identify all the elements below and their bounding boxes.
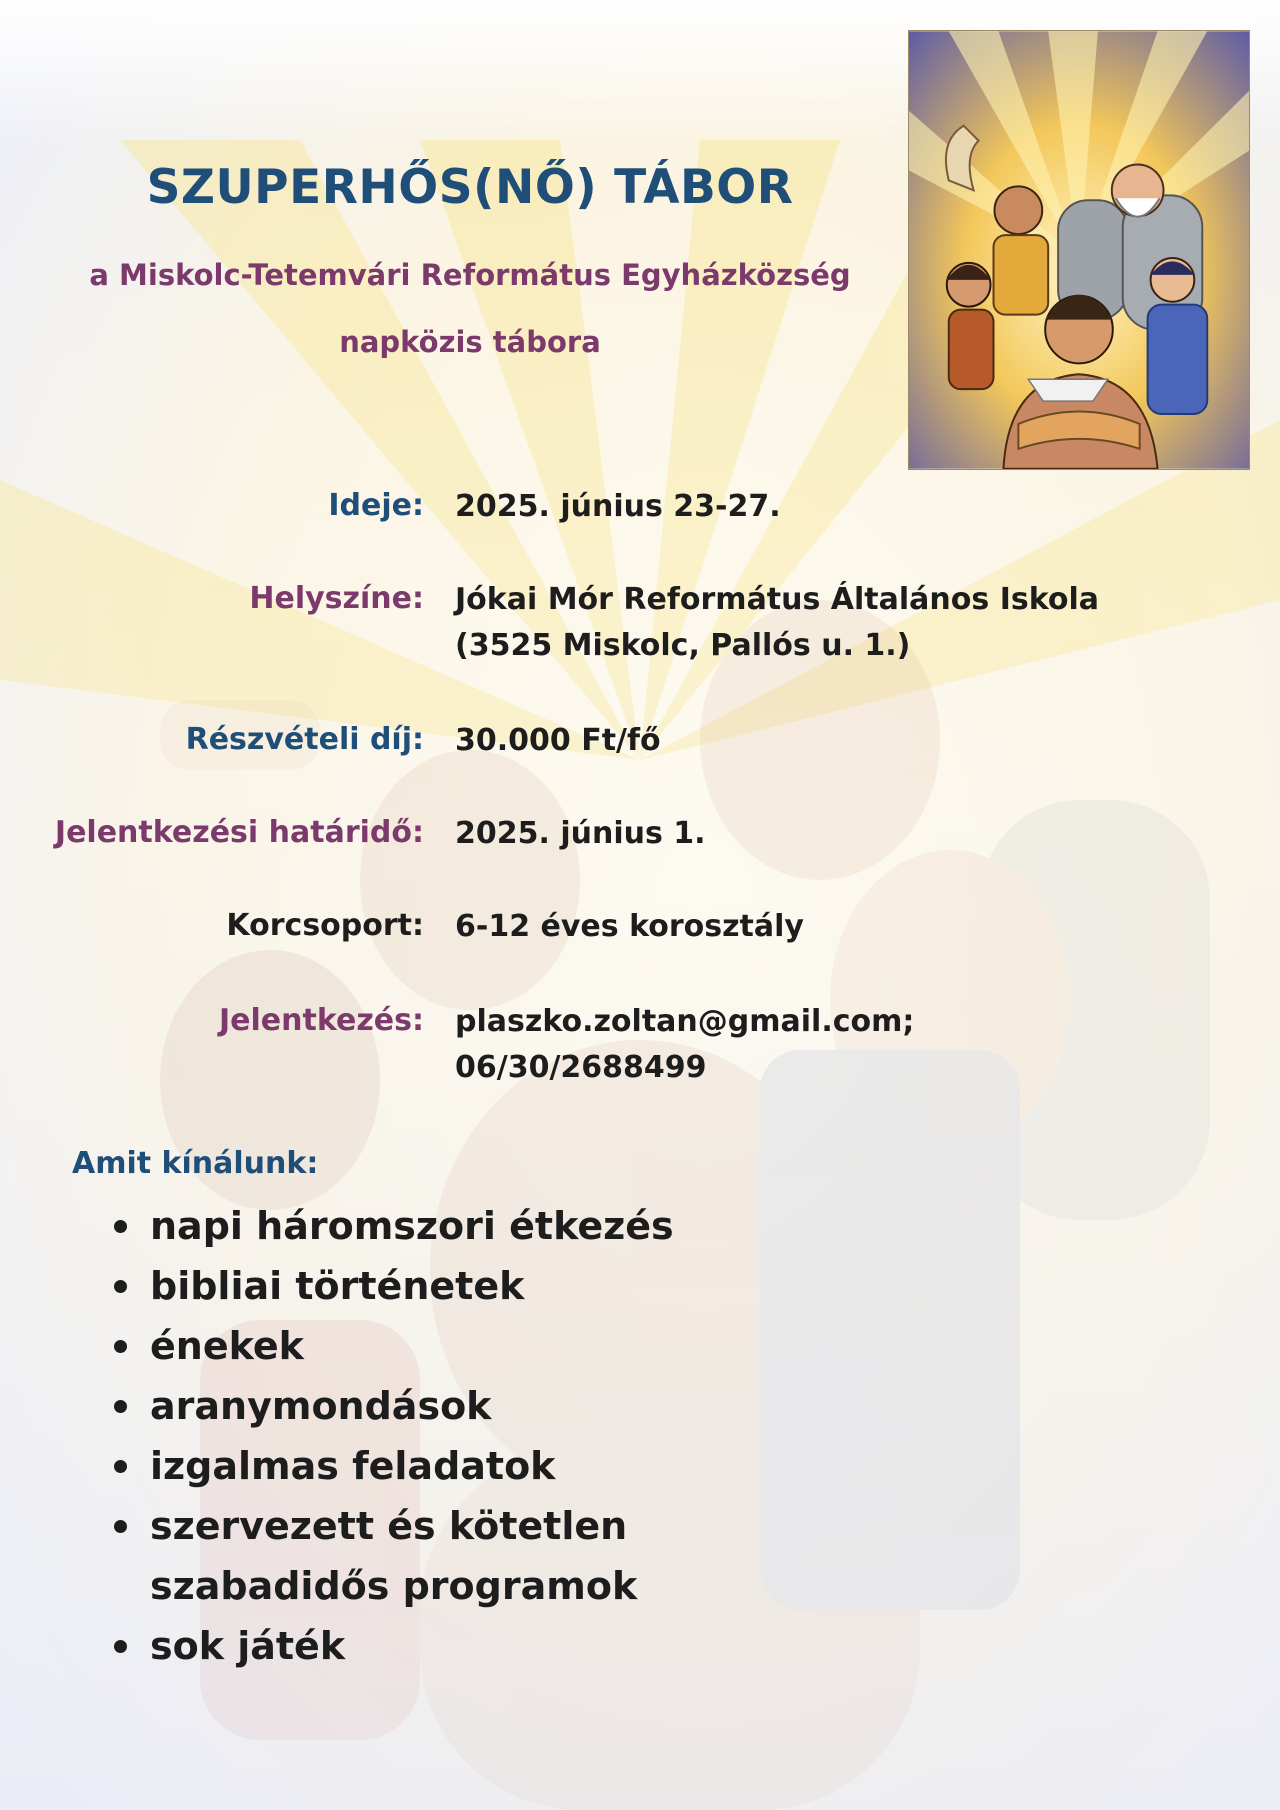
bullet-icon bbox=[114, 1400, 127, 1413]
bullet-icon bbox=[114, 1220, 127, 1233]
bullet-icon bbox=[114, 1520, 127, 1533]
bullet-icon bbox=[114, 1340, 127, 1353]
organizer-subtitle: a Miskolc-Tetemvári Református Egyházközség bbox=[89, 258, 851, 292]
flyer-title: SZUPERHŐS(NŐ) TÁBOR bbox=[146, 160, 794, 215]
date-value: 2025. június 23-27. bbox=[455, 489, 781, 524]
list-item-text: énekek bbox=[150, 1324, 304, 1368]
list-item bbox=[72, 1496, 870, 1616]
list-item-text: sok játék bbox=[150, 1624, 346, 1668]
location-label: Helyszíne: bbox=[249, 581, 424, 616]
age-group-label: Korcsoport: bbox=[226, 908, 424, 943]
location-address: (3525 Miskolc, Pallós u. 1.) bbox=[455, 628, 911, 663]
offer-list bbox=[72, 1196, 972, 1676]
list-item-text: bibliai történetek bbox=[150, 1264, 525, 1308]
list-item-text: napi háromszori étkezés bbox=[150, 1204, 674, 1248]
deadline-value: 2025. június 1. bbox=[455, 816, 706, 851]
registration-email[interactable]: plaszko.zoltan@gmail.com; bbox=[455, 1004, 915, 1039]
age-group-value: 6-12 éves korosztály bbox=[455, 909, 804, 944]
list-item bbox=[72, 1376, 972, 1436]
registration-label: Jelentkezés: bbox=[219, 1003, 424, 1038]
list-item bbox=[72, 1616, 972, 1676]
list-item bbox=[72, 1256, 972, 1316]
list-item-text: izgalmas feladatok bbox=[150, 1444, 556, 1488]
fee-label: Részvételi díj: bbox=[185, 722, 424, 757]
cover-illustration bbox=[908, 30, 1250, 470]
list-item-text: szervezett és kötetlen szabadidős programok bbox=[150, 1504, 638, 1608]
list-item bbox=[72, 1316, 972, 1376]
location-value bbox=[455, 577, 1099, 669]
bullet-icon bbox=[114, 1460, 127, 1473]
list-item bbox=[72, 1436, 972, 1496]
registration-value bbox=[455, 999, 914, 1091]
bullet-icon bbox=[114, 1280, 127, 1293]
bullet-icon bbox=[114, 1640, 127, 1653]
list-item-text: aranymondások bbox=[150, 1384, 492, 1428]
offer-heading: Amit kínálunk: bbox=[72, 1146, 319, 1181]
location-school: Jókai Mór Református Általános Iskola bbox=[455, 582, 1099, 617]
registration-phone[interactable]: 06/30/2688499 bbox=[455, 1050, 707, 1085]
camp-type-subtitle: napközis tábora bbox=[339, 325, 601, 359]
list-item bbox=[72, 1196, 972, 1256]
fee-value: 30.000 Ft/fő bbox=[455, 723, 661, 758]
deadline-label: Jelentkezési határidő: bbox=[54, 815, 424, 850]
date-label: Ideje: bbox=[328, 488, 424, 523]
